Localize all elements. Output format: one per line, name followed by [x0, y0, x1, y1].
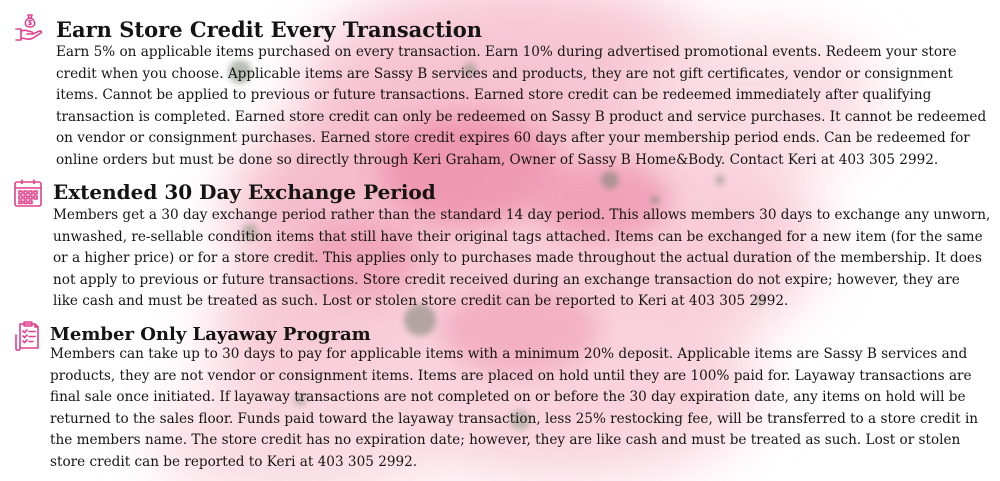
calendar-icon: [13, 178, 43, 208]
body-line: or a higher price) or for a store credit. This applies only to purchases made throughout the actual duration of the membership. It does: [53, 250, 982, 267]
body-line: Members can take up to 30 days to pay for applicable items with a minimum 20% deposit. Applicable items are Sassy B services and: [50, 346, 968, 362]
body-line: credit when you choose. Applicable items are Sassy B services and products, they are not gift certificates, vendor or consignment: [56, 65, 953, 82]
body-line: on vendor or consignment purchases. Earned store credit expires 60 days after your membership period ends. Can be redeemed for: [56, 130, 970, 147]
body-line: Earn 5% on applicable items purchased on every transaction. Earn 10% during advertised promotional events. Redeem your store: [56, 44, 957, 60]
section-title: Member Only Layaway Program: [50, 324, 371, 345]
body-line: Members get a 30 day exchange period rather than the standard 14 day period. This allows members 30 days to exchange any unworn,: [53, 207, 991, 223]
body-line: items. Cannot be applied to previous or future transactions. Earned store credit can be redeemed immediately after qualifying: [56, 87, 932, 104]
hand-money-icon: [14, 12, 44, 42]
body-line: returned to the sales floor. Funds paid toward the layaway transaction, less 25% restocking fee, will be transferred to a store credit in: [50, 410, 979, 427]
section-title: Extended 30 Day Exchange Period: [53, 180, 436, 204]
section-title: Earn Store Credit Every Transaction: [56, 17, 483, 42]
section-body: [53, 205, 990, 313]
body-line: final sale once initiated. If layaway transactions are not completed on or before the 30 day expiration date, any items on hold will be: [50, 389, 966, 406]
clipboard-icon: [13, 321, 43, 351]
section-body: [50, 344, 978, 474]
body-line: online orders but must be done so directly through Keri Graham, Owner of Sassy B Home&Body. Contact Keri at 403 305 2992.: [56, 151, 939, 168]
body-line: the members name. The store credit has no expiration date; however, they are like cash and must be treated as such. Lost or stolen: [50, 432, 961, 449]
body-line: like cash and must be treated as such. Lost or stolen store credit can be reported to Keri at 403 305 2992.: [53, 293, 789, 310]
body-line: unwashed, re-sellable condition items that still have their original tags attached. Items can be exchanged for a new item (for the same: [53, 228, 983, 245]
body-line: not apply to previous or future transactions. Store credit received during an exchange transaction do not expire; however, they are: [53, 271, 960, 288]
body-line: products, they are not vendor or consignment items. Items are placed on hold until they are 100% paid for. Layaway transactions are: [50, 367, 972, 384]
body-line: transaction is completed. Earned store credit can only be redeemed on Sassy B product and service purchases. It cannot be redeemed: [56, 108, 987, 125]
body-line: store credit can be reported to Keri at 403 305 2992.: [50, 453, 418, 470]
section-body: [56, 42, 986, 172]
